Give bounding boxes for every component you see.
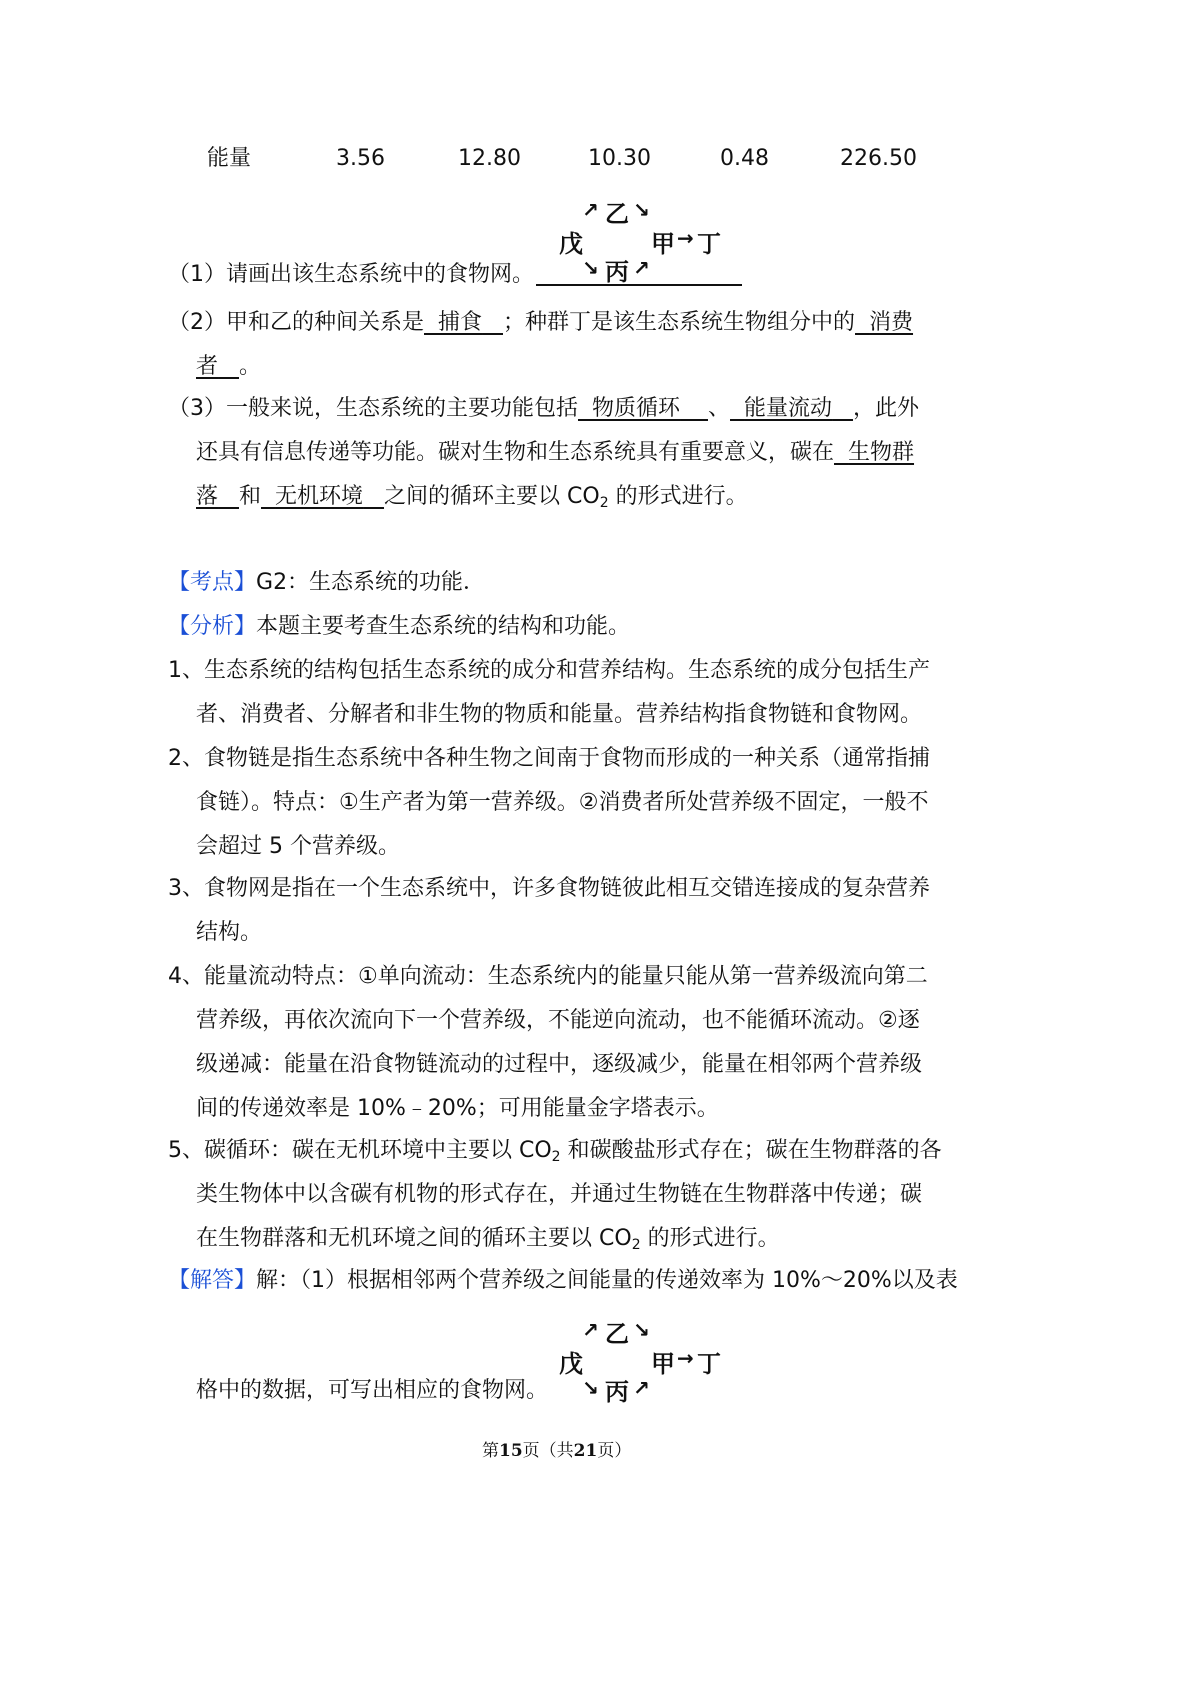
node-bing: 丙 [605,1378,629,1406]
energy-value-3: 10.30 [588,146,651,171]
point-2-line-3: 会超过 5 个营养级。 [196,834,400,859]
answer-abiotic-environment: 无机环境 [275,484,364,509]
energy-value-2: 12.80 [458,146,521,171]
jieda-line-2: 格中的数据，可写出相应的食物网。 [196,1378,549,1403]
kaodian-tag: 【考点】 [168,570,257,595]
food-web-diagram [555,190,745,286]
arrow-e-icon: → [677,226,694,250]
food-web-diagram-answer [555,1310,745,1406]
arrow-se-icon: ↘ [633,1318,650,1342]
fenxi-tag: 【分析】 [168,614,257,639]
arrow-se-icon: ↘ [582,1376,599,1400]
jieda-tag: 【解答】 [168,1268,257,1293]
question-3-line-3: 落 和 无机环境 之间的循环主要以 $CO_2$ 的形式进行。 [196,484,748,511]
arrow-ne-icon: ↗ [582,1318,599,1342]
arrow-ne-icon: ↗ [633,256,650,280]
answer-predation: 捕食 [438,310,483,335]
point-1-line-1: 1、生态系统的结构包括生态系统的成分和营养结构。生态系统的成分包括生产 [168,658,930,683]
answer-biotic-community: 生物群 [848,440,915,465]
point-4-line-3: 级递减：能量在沿食物链流动的过程中，逐级减少，能量在相邻两个营养级 [196,1052,923,1077]
point-2-line-2: 食链）。特点：①生产者为第一营养级。②消费者所处营养级不固定，一般不 [196,790,929,815]
point-4-line-1: 4、能量流动特点：①单向流动：生态系统内的能量只能从第一营养级流向第二 [168,964,928,989]
fenxi: 【分析】本题主要考查生态系统的结构和功能。 [168,614,631,639]
question-1: （1）请画出该生态系统中的食物网。 [168,262,534,287]
page-footer: 第15页（共21页） [482,1441,632,1461]
node-jia: 甲 [651,1350,675,1378]
node-jia: 甲 [651,230,675,258]
arrow-ne-icon: ↗ [582,198,599,222]
energy-label: 能量 [207,146,252,171]
question-3-line-1: （3）一般来说，生态系统的主要功能包括 物质循环 、 能量流动 ，此外 [168,396,920,421]
energy-value-5: 226.50 [840,146,917,171]
node-ding: 丁 [697,230,721,258]
energy-value-1: 3.56 [336,146,385,171]
answer-energy-flow: 能量流动 [744,396,833,421]
page-total: 21 [573,1441,598,1461]
answer-material-cycle: 物质循环 [592,396,681,421]
node-wu: 戊 [559,1350,583,1378]
point-5-line-1: 5、碳循环：碳在无机环境中主要以 $CO_2$ 和碳酸盐形式存在；碳在生物群落的各 [168,1138,942,1165]
point-2-line-1: 2、食物链是指生态系统中各种生物之间南于食物而形成的一种关系（通常指捕 [168,746,930,771]
point-5-line-2: 类生物体中以含碳有机物的形式存在，并通过生物链在生物群落中传递；碳 [196,1182,923,1207]
node-wu: 戊 [559,230,583,258]
point-3-line-1: 3、食物网是指在一个生态系统中，许多食物链彼此相互交错连接成的复杂营养 [168,876,930,901]
point-5-line-3: 在生物群落和无机环境之间的循环主要以 $CO_2$ 的形式进行。 [196,1226,780,1253]
node-yi: 乙 [605,1320,629,1348]
point-3-line-2: 结构。 [196,920,263,945]
node-bing: 丙 [605,258,629,286]
question-2-line-2: 者 。 [196,354,262,379]
point-1-line-2: 者、消费者、分解者和非生物的物质和能量。营养结构指食物链和食物网。 [196,702,923,727]
question-3-line-2: 还具有信息传递等功能。碳对生物和生态系统具有重要意义，碳在 生物群 [196,440,915,465]
point-4-line-2: 营养级，再依次流向下一个营养级，不能逆向流动，也不能循环流动。②逐 [196,1008,920,1033]
arrow-e-icon: → [677,1346,694,1370]
node-yi: 乙 [605,200,629,228]
page-number: 15 [499,1441,523,1461]
energy-value-4: 0.48 [720,146,769,171]
answer-consumer: 消费 [869,310,914,335]
point-4-line-4: 间的传递效率是 10%﹣20%；可用能量金字塔表示。 [196,1096,719,1121]
arrow-se-icon: ↘ [633,198,650,222]
answer-underline [536,284,742,286]
arrow-se-icon: ↘ [582,256,599,280]
arrow-ne-icon: ↗ [633,1376,650,1400]
jieda-line-1: 【解答】解：（1）根据相邻两个营养级之间能量的传递效率为 10%～20%以及表 [168,1268,958,1293]
node-ding: 丁 [697,1350,721,1378]
kaodian: 【考点】G2：生态系统的功能． [168,570,486,595]
question-2-line-1: （2）甲和乙的种间关系是 捕食 ；种群丁是该生态系统生物组分中的 消费 [168,310,914,335]
